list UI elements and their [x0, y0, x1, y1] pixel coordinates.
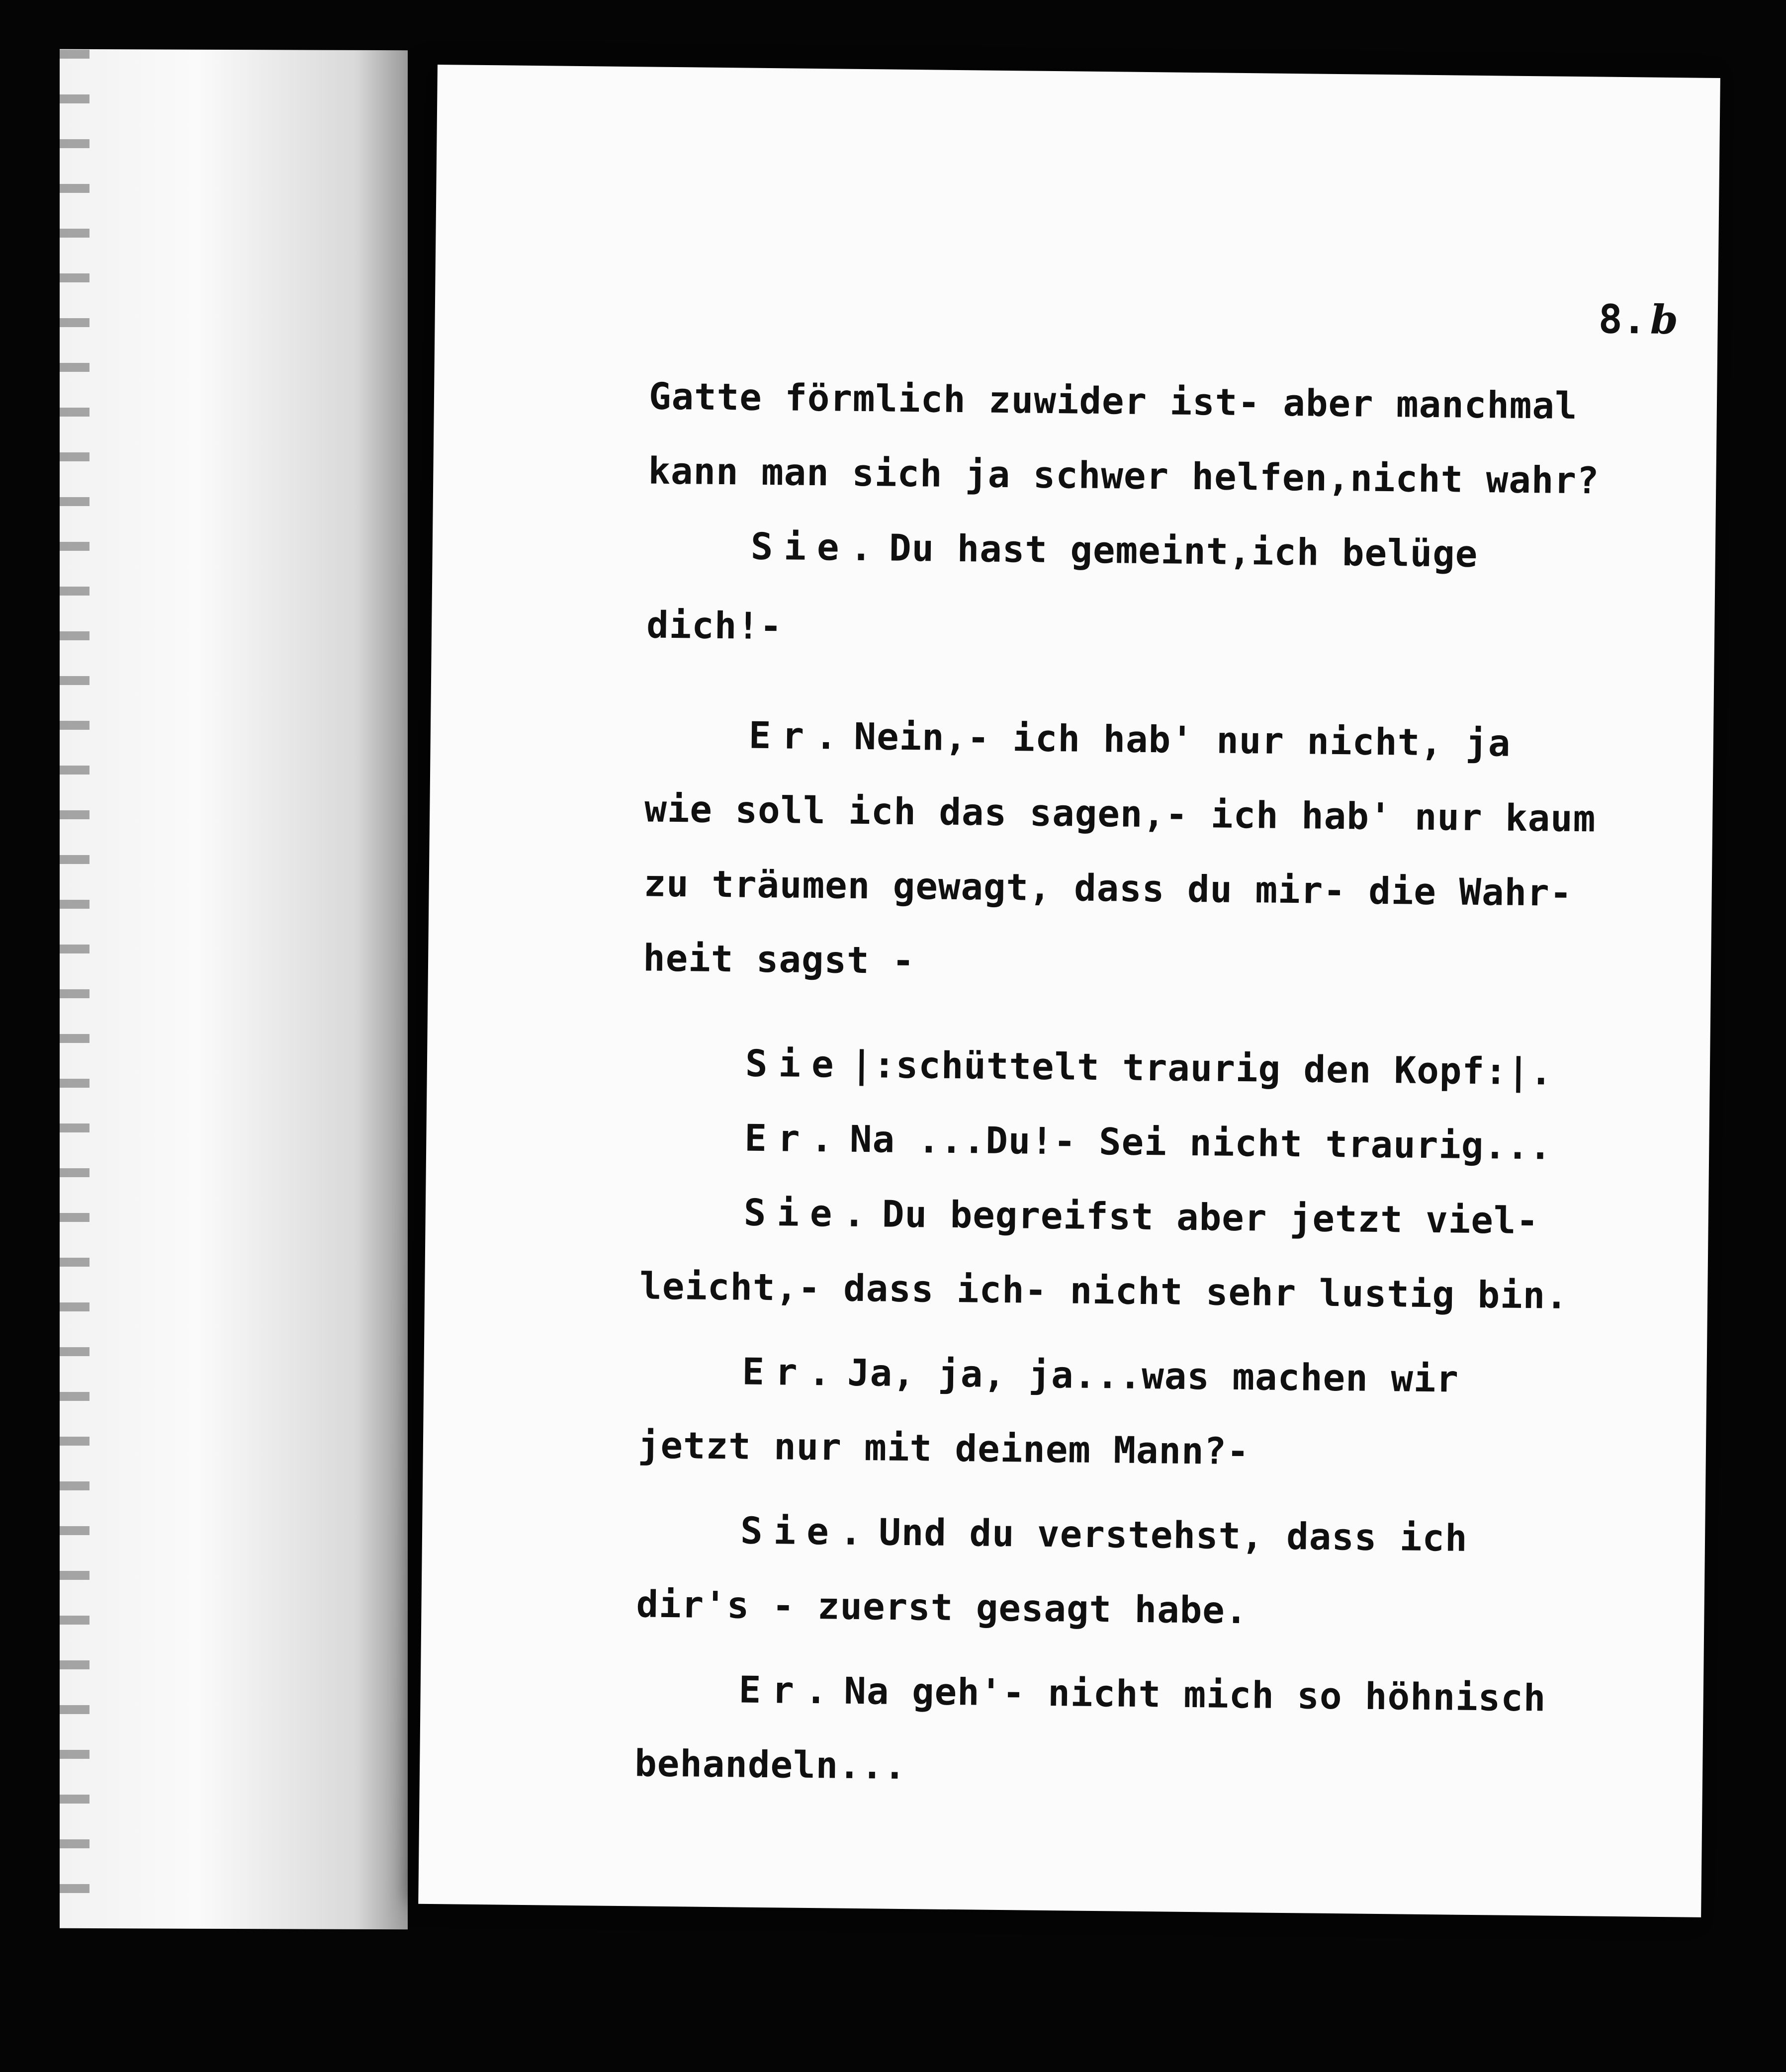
text-line: [642, 449, 1600, 502]
text-line: [637, 937, 915, 982]
line-text: |:schüttelt traurig den Kopf:|.: [850, 1043, 1553, 1094]
speaker-label: [628, 1742, 629, 1785]
speaker-label: [633, 1265, 634, 1307]
text-line: [750, 525, 1478, 576]
left-page-marks: [60, 50, 89, 1929]
line-text: Gatte förmlich zuwider ist- aber manchmal: [648, 375, 1578, 428]
speaker-label: Sie.: [740, 1509, 873, 1554]
page-number: [1598, 295, 1678, 343]
line-text: Ja, ja, ja...was machen wir: [847, 1351, 1459, 1401]
speaker-label: [640, 604, 641, 646]
speaker-label: [631, 1424, 632, 1467]
line-text: heit sagst -: [642, 937, 915, 983]
speaker-label: Er.: [748, 714, 848, 758]
text-line: [742, 1351, 1459, 1401]
speaker-label: [638, 787, 639, 830]
text-line: [643, 375, 1578, 428]
typescript-page: [418, 65, 1720, 1917]
speaker-label: Sie.: [743, 1191, 877, 1236]
line-text: jetzt nur mit deinem Mann?-: [637, 1424, 1250, 1473]
line-text: kann man sich ja schwer helfen,nicht wahr?: [648, 449, 1600, 503]
line-text: wie soll ich das sagen,- ich hab' nur kaum: [644, 787, 1596, 841]
line-text: Du hast gemeint,ich belüge: [889, 526, 1478, 576]
line-text: Und du verstehst, dass ich: [878, 1511, 1468, 1560]
text-line: [631, 1424, 1250, 1473]
text-line: [637, 862, 1572, 915]
speaker-label: [637, 862, 638, 905]
text-line: [745, 1042, 1553, 1094]
text-line: [633, 1265, 1568, 1317]
line-text: zu träumen gewagt, dass du mir- die Wahr-: [643, 862, 1573, 915]
speaker-label: Er.: [744, 1117, 844, 1161]
line-text: Nein,- ich hab' nur nicht, ja: [854, 715, 1511, 765]
line-text: dir's - zuerst gesagt habe.: [636, 1583, 1248, 1633]
text-line: [740, 1510, 1468, 1560]
text-line: [738, 1669, 1546, 1720]
speaker-label: Sie.: [750, 525, 884, 570]
speaker-label: Sie: [745, 1042, 845, 1086]
text-line: [640, 604, 783, 648]
page-number-handwritten-mark: b: [1650, 296, 1679, 344]
line-text: leicht,- dass ich- nicht sehr lustig bin.: [639, 1265, 1569, 1317]
line-text: dich!-: [646, 604, 783, 648]
speaker-label: Er.: [742, 1350, 842, 1394]
left-page-edge: [60, 49, 408, 1929]
speaker-label: Er.: [738, 1668, 838, 1713]
text-line: [748, 714, 1511, 765]
text-line: [638, 787, 1596, 840]
text-line: [628, 1742, 906, 1788]
line-text: behandeln...: [634, 1742, 907, 1788]
line-text: Na ...Du!- Sei nicht traurig...: [849, 1118, 1552, 1168]
text-line: [630, 1583, 1248, 1632]
line-text: Na geh'- nicht mich so höhnisch: [843, 1669, 1546, 1720]
text-line: [743, 1192, 1539, 1243]
page-number-text: 8.: [1598, 296, 1647, 343]
text-line: [744, 1117, 1552, 1168]
line-text: Du begreifst aber jetzt viel-: [882, 1193, 1539, 1243]
